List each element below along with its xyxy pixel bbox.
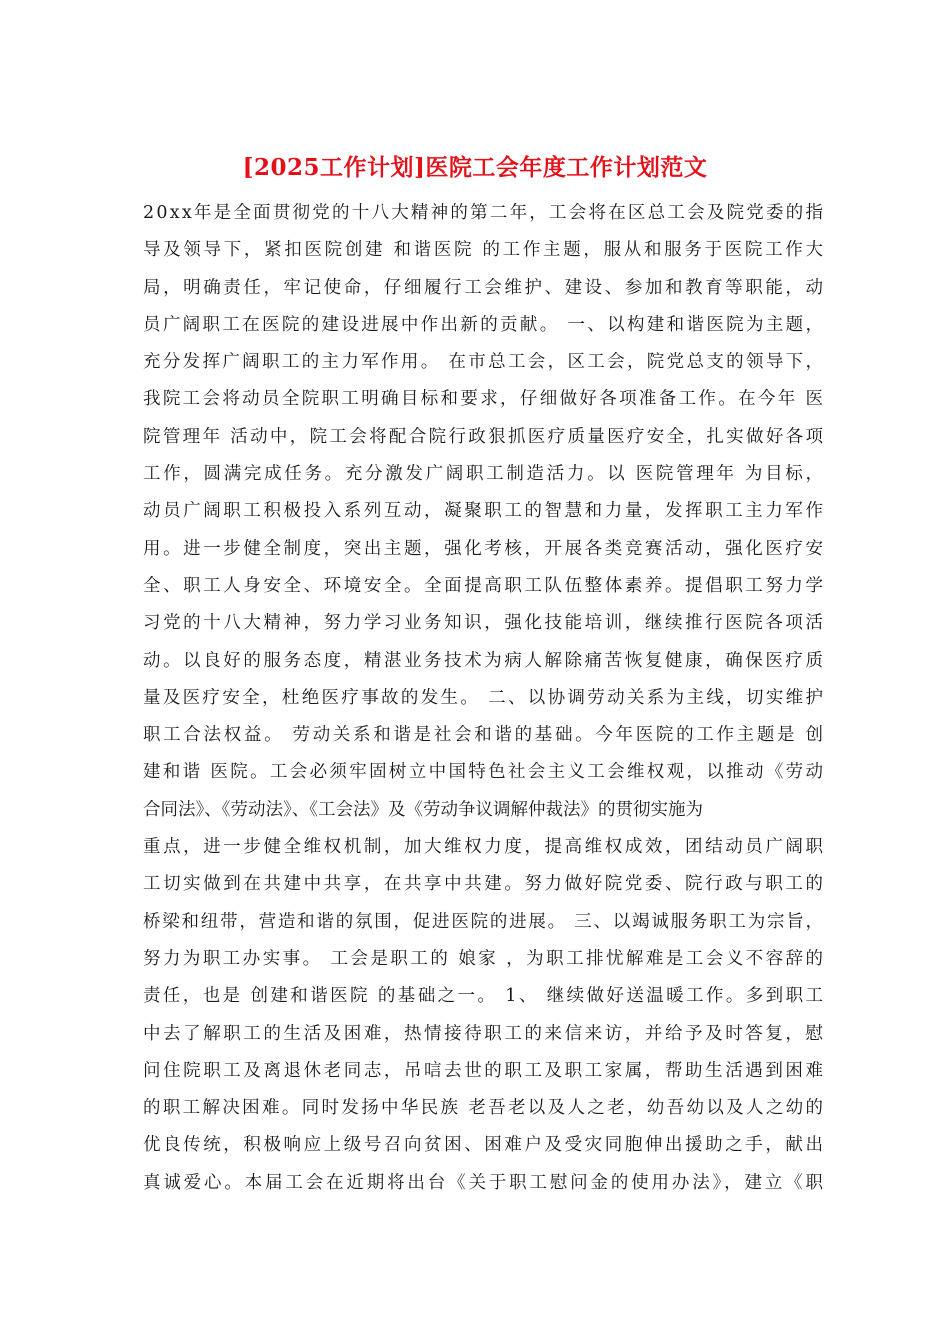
paragraph-line: 建和谐 医院。工会必须牢固树立中国特色社会主义工会维权观，以推动《劳动 (143, 762, 826, 783)
paragraph-line: 桥梁和纽带，营造和谐的氛围，促进医院的进展。 三、以竭诚服务职工为宗旨， (143, 911, 825, 932)
paragraph-line: 合同法》、《劳动法》、《工会法》及《劳动争议调解仲裁法》的贯彻实施为 (143, 799, 703, 820)
paragraph-line: 充分发挥广阔职工的主力军作用。 在市总工会，区工会，院党总支的领导下， (143, 352, 826, 373)
paragraph-line: 20xx年是全面贯彻党的十八大精神的第二年，工会将在区总工会及院党委的指 (143, 203, 826, 223)
paragraph-line: 动。以良好的服务态度，精湛业务技术为病人解除痛苦恢复健康，确保医疗质 (143, 650, 826, 671)
paragraph-line: 用。进一步健全制度，突出主题，强化考核，开展各类竞赛活动，强化医疗安 (143, 538, 826, 559)
paragraph-line: 员广阔职工在医院的建设进展中作出新的贡献。 一、以构建和谐医院为主题， (143, 314, 826, 335)
document-title: [2025工作计划]医院工会年度工作计划范文 (242, 154, 708, 181)
paragraph-line: 优良传统，积极响应上级号召向贫困、困难户及受灾同胞伸出援助之手，献出 (143, 1135, 826, 1156)
paragraph-line: 导及领导下，紧扣医院创建 和谐医院 的工作主题，服从和服务于医院工作大 (143, 240, 826, 261)
paragraph-line: 的职工解决困难。同时发扬中华民族 老吾老以及人之老，幼吾幼以及人之幼的 (143, 1098, 826, 1119)
paragraph-line: 中去了解职工的生活及困难，热情接待职工的来信来访，并给予及时答复，慰 (143, 1023, 826, 1044)
paragraph-line: 工作，圆满完成任务。充分激发广阔职工制造活力。以 医院管理年 为目标， (143, 464, 826, 485)
paragraph-line: 努力为职工办实事。 工会是职工的 娘家 ，为职工排忧解难是工会义不容辞的 (143, 948, 826, 969)
paragraph-line: 职工合法权益。 劳动关系和谐是社会和谐的基础。今年医院的工作主题是 创 (143, 725, 826, 746)
paragraph-line: 局，明确责任，牢记使命，仔细履行工会维护、建设、参加和教育等职能，动 (143, 277, 826, 298)
paragraph-line: 全、职工人身安全、环境安全。全面提高职工队伍整体素养。提倡职工努力学 (143, 575, 826, 596)
paragraph-line: 量及医疗安全，杜绝医疗事故的发生。 二、以协调劳动关系为主线，切实维护 (143, 687, 826, 708)
document-body (143, 195, 826, 1202)
paragraph-line: 我院工会将动员全院职工明确目标和要求，仔细做好各项准备工作。在今年 医 (143, 389, 826, 410)
paragraph-line: 工切实做到在共建中共享，在共享中共建。努力做好院党委、院行政与职工的 (143, 874, 826, 895)
paragraph-line: 动员广阔职工积极投入系列互动，凝聚职工的智慧和力量，发挥职工主力军作 (143, 501, 826, 522)
paragraph-line: 真诚爱心。本届工会在近期将出台《关于职工慰问金的使用办法》，建立《职 (143, 1172, 826, 1193)
paragraph-line: 习党的十八大精神，努力学习业务知识，强化技能培训，继续推行医院各项活 (143, 613, 826, 634)
paragraph-line: 重点，进一步健全维权机制，加大维权力度，提高维权成效，团结动员广阔职 (143, 837, 826, 858)
paragraph-line: 院管理年 活动中，院工会将配合院行政狠抓医疗质量医疗安全，扎实做好各项 (143, 426, 826, 447)
paragraph-line: 责任，也是 创建和谐医院 的基础之一。 1、 继续做好送温暖工作。多到职工 (143, 986, 826, 1007)
paragraph-line: 问住院职工及离退休老同志，吊唁去世的职工及职工家属，帮助生活遇到困难 (143, 1060, 826, 1081)
